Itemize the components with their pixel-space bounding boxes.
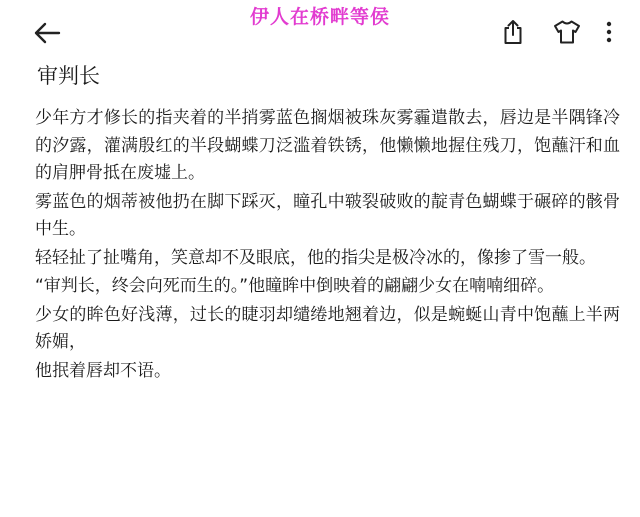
paragraph: 轻轻扯了扯嘴角，笑意却不及眼底，他的指尖是极冷冰的，像掺了雪一般。 bbox=[35, 247, 596, 268]
article-content bbox=[35, 62, 620, 385]
share-button[interactable] bbox=[496, 16, 530, 48]
top-bar bbox=[0, 0, 640, 62]
share-icon bbox=[502, 19, 524, 45]
more-vertical-icon bbox=[606, 21, 612, 43]
tshirt-icon bbox=[553, 19, 581, 45]
paragraph: 少年方才修长的指夹着的半捎雾蓝色搁烟被珠灰雾霾遣散去，唇边是半隅锋冷的汐露，灌满殷红的半段蝴蝶刀泛滥着铁锈，他懒懒地握住残刀，饱蘸汗和血的肩胛骨抵在废墟上。 bbox=[35, 108, 620, 183]
paragraph: 他抿着唇却不语。 bbox=[35, 360, 171, 381]
top-actions bbox=[476, 16, 618, 48]
paragraph: 少女的眸色好浅薄，过长的睫羽却缱绻地翘着边，似是蜿蜒山青中饱蘸上半两娇媚， bbox=[35, 304, 620, 352]
tshirt-button[interactable] bbox=[550, 16, 584, 48]
paragraph: 雾蓝色的烟蒂被他扔在脚下踩灭，瞳孔中皲裂破败的靛青色蝴蝶于碾碎的骸骨中生。 bbox=[35, 191, 620, 239]
watermark-text: 伊人在桥畔等侯 bbox=[249, 6, 390, 28]
more-button[interactable] bbox=[600, 16, 618, 48]
article-title: 审判长 bbox=[37, 64, 100, 88]
paragraph: “审判长，终会向死而生的。”他瞳眸中倒映着的翩翩少女在喃喃细碎。 bbox=[35, 276, 555, 296]
